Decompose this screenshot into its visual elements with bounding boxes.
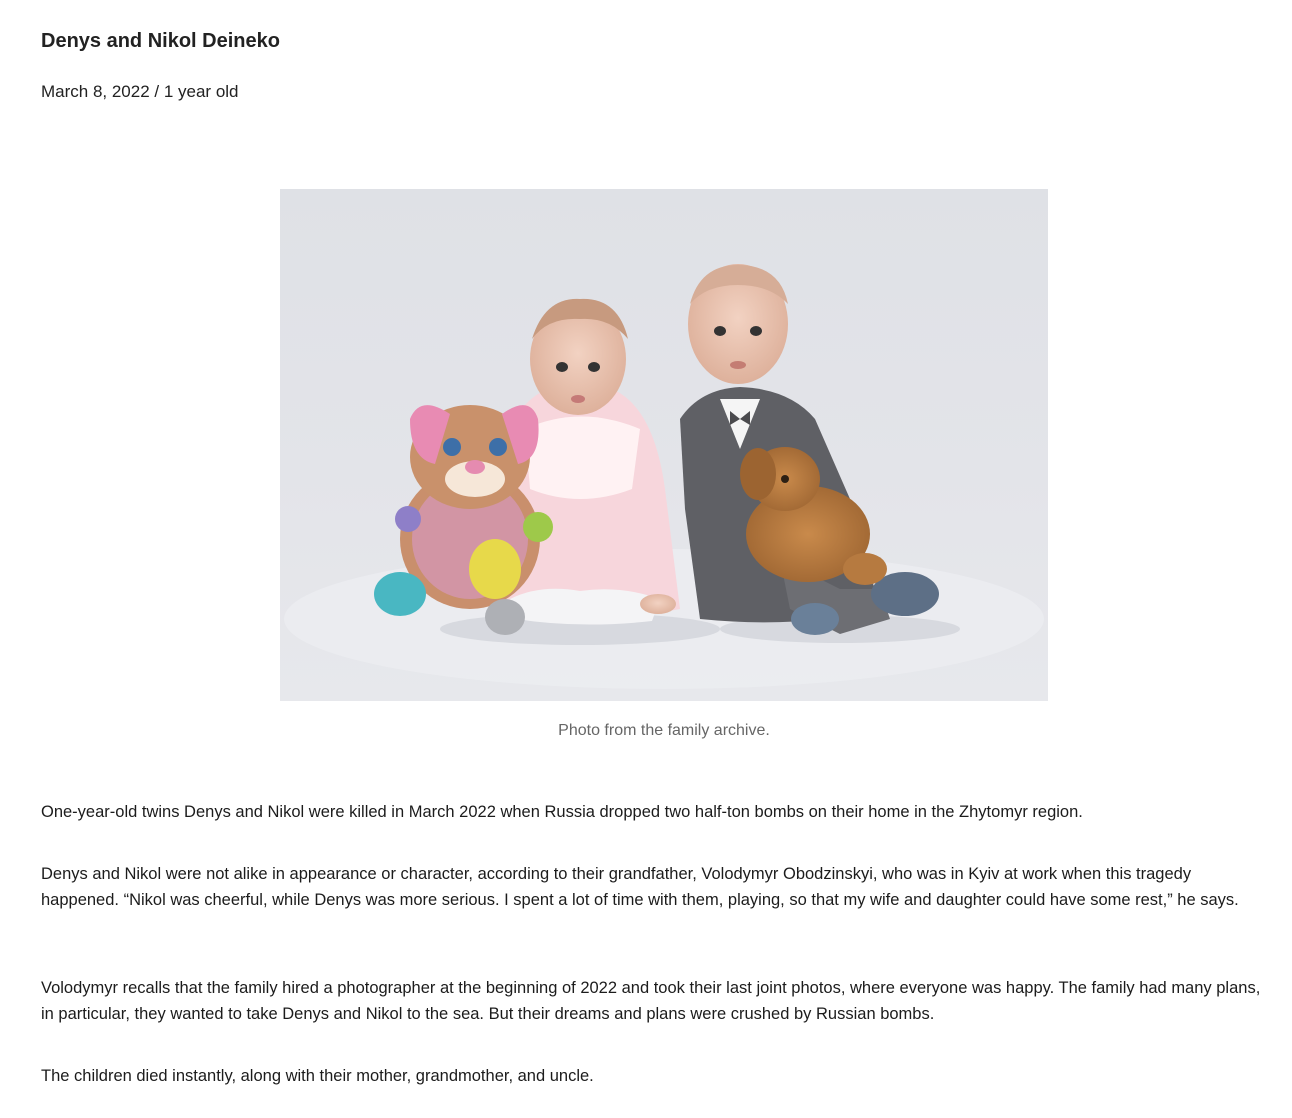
- photo-caption: Photo from the family archive.: [558, 722, 770, 739]
- article-title: Denys and Nikol Deineko: [41, 30, 280, 52]
- paragraph-3: Volodymyr recalls that the family hired a photographer at the beginning of 2022 and took their last joint photos, where everyone was happy. The family had many plans, in particular, they wanted to take Denys and Nikol to the sea. But their dreams and plans were crushed by Russian bombs.: [41, 979, 1261, 1023]
- paragraph-2: Denys and Nikol were not alike in appearance or character, according to their grandfather, Volodymyr Obodzinskyi, who was in Kyiv at work when this tragedy happened. “Nikol was cheerful, while Denys was more serious. I spent a lot of time with them, playing, so that my wife and daughter could have some rest,” he says.: [41, 865, 1239, 909]
- paragraph-4: The children died instantly, along with their mother, grandmother, and uncle.: [41, 1067, 594, 1085]
- family-photo: [280, 189, 1048, 701]
- photo-figure: [280, 189, 1048, 739]
- article-date-age: March 8, 2022 / 1 year old: [41, 82, 239, 101]
- paragraph-1: One-year-old twins Denys and Nikol were killed in March 2022 when Russia dropped two half-ton bombs on their home in the Zhytomyr region.: [41, 803, 1083, 821]
